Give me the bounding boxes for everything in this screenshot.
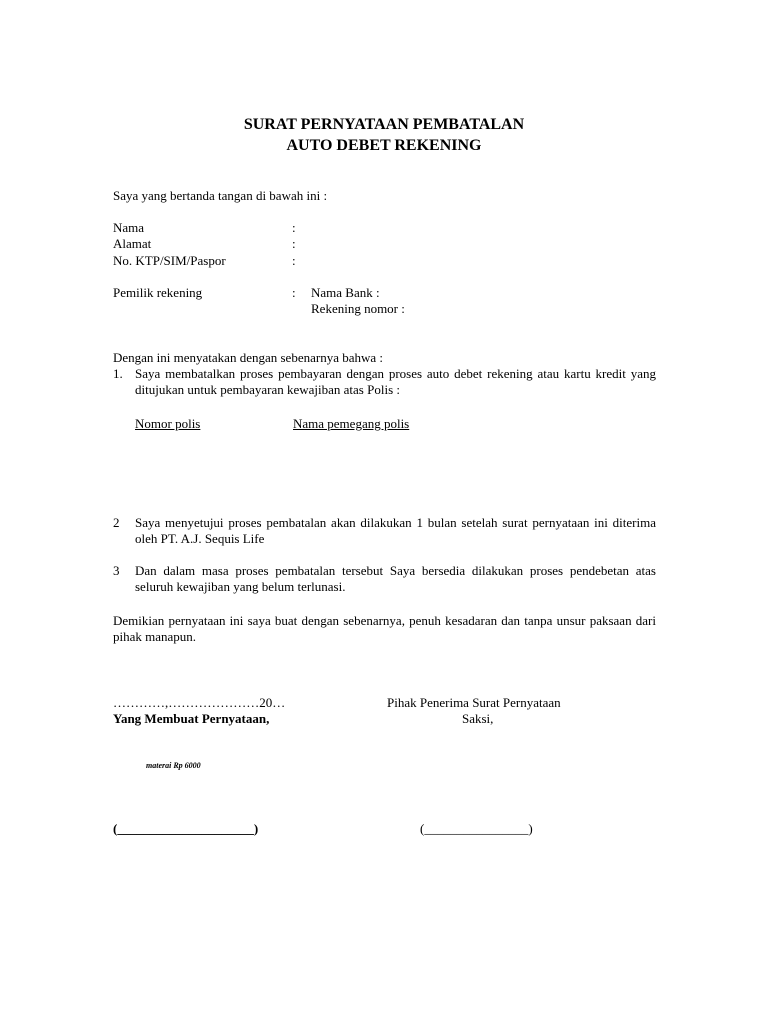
pemilik-rekening-label: Pemilik rekening xyxy=(113,285,203,300)
item-text: Saya menyetujui proses pembatalan akan dilakukan 1 bulan setelah surat pernyataan ini diterima oleh PT. A.J. Sequis Life xyxy=(135,515,656,546)
witness-signature-line: (________________) xyxy=(420,821,533,836)
ktp-colon: : xyxy=(292,253,296,268)
receiver-title: Pihak Penerima Surat Pernyataan xyxy=(387,695,561,710)
witness-title: Saksi, xyxy=(462,711,494,726)
nama-label: Nama xyxy=(113,220,145,235)
item-text: Saya membatalkan proses pembayaran dengan proses auto debet rekening atau kartu kredit yang ditujukan untuk pembayaran kewajiban atas Polis : xyxy=(135,366,656,397)
nomor-polis-header: Nomor polis xyxy=(135,416,201,431)
nama-bank-label: Nama Bank : xyxy=(311,285,380,300)
closing-paragraph: Demikian pernyataan ini saya buat dengan sebenarnya, penuh kesadaran dan tanpa unsur paksaan dari pihak manapun. xyxy=(113,613,656,644)
date-line: …………,…………………20… xyxy=(113,695,286,710)
statement-intro: Dengan ini menyatakan dengan sebenarnya bahwa : xyxy=(113,350,384,365)
item-number: 1. xyxy=(113,366,123,381)
declarant-title: Yang Membuat Pernyataan, xyxy=(113,711,270,726)
pemilik-rekening-colon: : xyxy=(292,285,296,300)
title-line-2: AUTO DEBET REKENING xyxy=(286,137,482,154)
title-line-1: SURAT PERNYATAAN PEMBATALAN xyxy=(243,116,525,133)
nama-pemegang-polis-header: Nama pemegang polis xyxy=(293,416,410,431)
intro-text: Saya yang bertanda tangan di bawah ini : xyxy=(113,188,328,203)
alamat-colon: : xyxy=(292,236,296,251)
item-number: 3 xyxy=(113,563,120,578)
ktp-label: No. KTP/SIM/Paspor xyxy=(113,253,226,268)
alamat-label: Alamat xyxy=(113,236,152,251)
item-number: 2 xyxy=(113,515,120,530)
nama-colon: : xyxy=(292,220,296,235)
item-text: Dan dalam masa proses pembatalan tersebut Saya bersedia dilakukan proses pendebetan atas seluruh kewajiban yang belum terlunasi. xyxy=(135,563,656,594)
declarant-signature-line: (_____________________) xyxy=(113,821,259,836)
rekening-nomor-label: Rekening nomor : xyxy=(311,301,405,316)
stamp-note: materai Rp 6000 xyxy=(146,761,201,770)
